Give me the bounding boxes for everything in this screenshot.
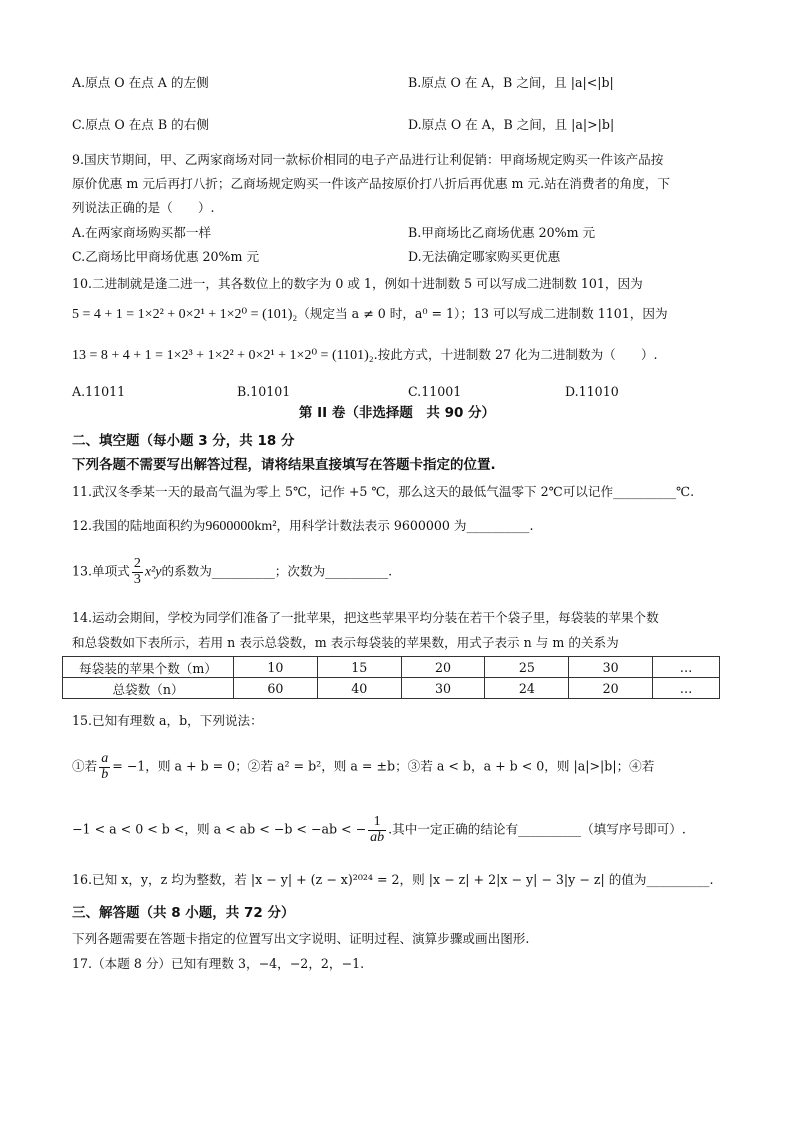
section2-instruction: 下列各题不需要写出解答过程，请将结果直接填写在答题卡指定的位置. — [72, 457, 496, 473]
q8-option-a: A.原点 O 在点 A 的左侧 — [72, 75, 209, 90]
q14-cell: 30 — [401, 678, 485, 699]
q15-s2-post: .其中一定正确的结论有__________（填写序号即可）. — [388, 821, 686, 837]
q10-option-b: B.10101 — [237, 384, 291, 399]
q15-statements-line2 — [72, 815, 686, 845]
q14-cell: 40 — [317, 678, 401, 699]
q13-fraction — [132, 557, 143, 587]
q14-row1-header: 每袋装的苹果个数（m） — [63, 657, 234, 678]
q9-option-c: C.乙商场比甲商场优惠 20%m 元 — [72, 249, 260, 264]
q15-s2-pre: −1 < a < 0 < b <，则 a < ab < −b < −ab < − — [72, 821, 367, 837]
q13-frac-denominator: 3 — [133, 571, 141, 587]
q12-post: ，用科学计数法表示 9600000 为__________. — [276, 518, 534, 533]
table-row — [63, 657, 720, 678]
q8-option-c: C.原点 O 在点 B 的右侧 — [72, 117, 209, 132]
q14-cell: 24 — [485, 678, 569, 699]
q15-fraction-ab — [99, 752, 110, 782]
q10-option-c: C.11001 — [408, 384, 462, 399]
q12-area: 9600000km² — [205, 519, 277, 534]
q10-option-a: A.11011 — [72, 384, 126, 399]
q14-stem-line2: 和总袋数如下表所示，若用 n 表示总袋数，m 表示每袋装的苹果数，用式子表示 n 与 m 的关系为 — [72, 635, 619, 650]
q8-option-b: B.原点 O 在 A，B 之间，且 |a|<|b| — [408, 75, 614, 90]
q17: 17.（本题 8 分）已知有理数 3，−4，−2，2，−1. — [72, 956, 365, 971]
q14-cell: 30 — [569, 657, 653, 678]
q10-equation-2: 13 = 8 + 4 + 1 = 1×2³ + 1×2² + 0×2¹ + 1×2⁰ = (1101)₂ — [72, 348, 374, 363]
q13-pre: 13.单项式 — [72, 563, 130, 579]
section3-title: 三、解答题（共 8 小题，共 72 分） — [72, 905, 295, 921]
q11: 11.武汉冬季某一天的最高气温为零上 5℃，记作 +5 ℃，那么这天的最低气温零下 2℃可以记作__________℃. — [72, 484, 695, 499]
q15-s1-pre: ①若 — [72, 758, 98, 774]
part2-title: 第 II 卷（非选择题 共 90 分） — [298, 405, 496, 421]
q9-option-d: D.无法确定哪家购买更优惠 — [408, 249, 561, 264]
q10-equation-1: 5 = 4 + 1 = 1×2² + 0×2¹ + 1×2⁰ = (101)₂ — [72, 307, 298, 322]
q9-stem-line3: 列说法正确的是（ ）. — [72, 200, 215, 215]
q15-frac-denominator: b — [101, 766, 109, 782]
q13-frac-numerator: 2 — [133, 556, 141, 571]
q15-fraction-1-ab — [368, 815, 386, 845]
q14-cell: 10 — [234, 657, 318, 678]
q12 — [72, 518, 533, 536]
q9-stem-line2: 原价优惠 m 元后再打八折；乙商场规定购买一件该产品按原价打八折后再优惠 m 元.站在消费者的角度，下 — [72, 176, 671, 191]
q15-stem-line1: 15.已知有理数 a，b，下列说法： — [72, 713, 263, 728]
q9-option-a: A.在两家商场购买都一样 — [72, 225, 212, 240]
section2-title: 二、填空题（每小题 3 分，共 18 分 — [72, 433, 295, 449]
q14-cell: 25 — [485, 657, 569, 678]
q14-row2-header: 总袋数（n） — [63, 678, 234, 699]
q15-frac2-numerator: 1 — [368, 815, 386, 831]
section3-instruction: 下列各题需要在答题卡指定的位置写出文字说明、证明过程、演算步骤或画出图形. — [72, 931, 530, 946]
q14-cell: 20 — [401, 657, 485, 678]
q16: 16.已知 x，y，z 均为整数，若 |x − y| + (z − x)²⁰²⁴ = 2，则 |x − z| + 2|x − y| − 3|y − z| 的值为__________. — [72, 872, 714, 887]
q14-cell: 60 — [234, 678, 318, 699]
q13-post: 的系数为__________；次数为__________. — [161, 563, 393, 579]
q15-statements-line1 — [72, 752, 654, 782]
q10-stem-line2 — [72, 306, 668, 324]
q15-s1-post: = −1，则 a + b = 0；②若 a² = b²，则 a = ±b；③若 a < b，a + b < 0，则 |a|>|b|；④若 — [112, 758, 655, 774]
q14-cell: 20 — [569, 678, 653, 699]
q14-table — [62, 656, 720, 699]
q13-variable: x²y — [144, 564, 162, 580]
q14-cell: … — [653, 678, 720, 699]
q10-option-d: D.11010 — [565, 384, 619, 399]
q9-option-b: B.甲商场比乙商场优惠 20%m 元 — [408, 225, 596, 240]
q9-stem-line1: 9.国庆节期间，甲、乙两家商场对同一款标价相同的电子产品进行让利促销：甲商场规定购买一件该产品按 — [72, 152, 664, 167]
q10-stem-line3 — [72, 347, 658, 365]
table-row — [63, 678, 720, 699]
q15-frac2-denominator: ab — [370, 829, 385, 845]
q10-line2-text: （规定当 a ≠ 0 时，a⁰ = 1）；13 可以写成二进制数 1101，因为 — [297, 306, 668, 321]
q15-frac-numerator: a — [101, 751, 109, 766]
q14-cell: … — [653, 657, 720, 678]
q12-pre: 12.我国的陆地面积约为 — [72, 518, 206, 533]
q13 — [72, 557, 392, 587]
q10-line3-text: .按此方式，十进制数 27 化为二进制数为（ ）. — [373, 347, 658, 362]
q14-cell: 15 — [317, 657, 401, 678]
q14-stem-line1: 14.运动会期间，学校为同学们准备了一批苹果，把这些苹果平均分装在若干个袋子里，每袋装的苹果个数 — [72, 610, 659, 625]
q8-option-d: D.原点 O 在 A，B 之间，且 |a|>|b| — [408, 117, 615, 132]
q10-stem-line1: 10.二进制就是逢二进一，其各数位上的数字为 0 或 1，例如十进制数 5 可以写成二进制数 101，因为 — [72, 276, 643, 291]
